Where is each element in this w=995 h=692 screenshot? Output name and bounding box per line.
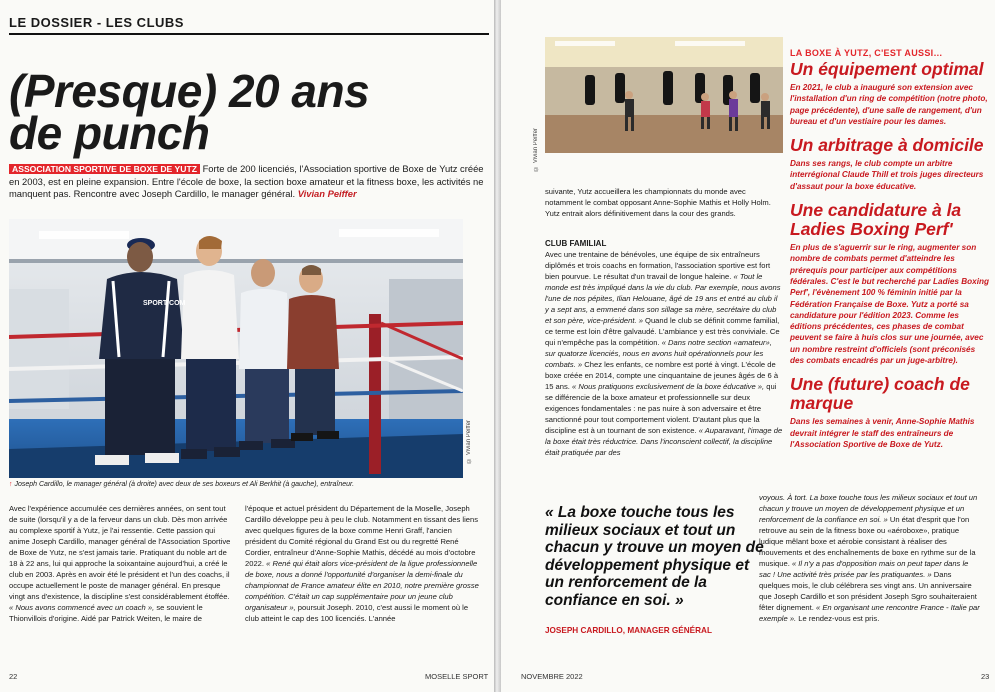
col1-text: Avec l'expérience accumulée ces dernières années, on sent tout de suite (lorsqu'il y a de la ferveur dans un club. Dès mon arrivée au complexe sportif à Yutz, je l'ai ressentie. Cette passion qui anime Joseph Cardillo, manager général de l'Association Sportive de Boxe de Yutz, ne s'est jamais tarie. Pratiquant du noble art de 18 à 22 ans, lui qui approche la soixantaine aujourd'hui, a créé le club en 2003. Après en avoir été le président et l'un des coachs, il occupe actuellement le poste de manager général. En presque vingt ans d'existence, la discipline s'est considérablement étoffée. [9,504,231,601]
boxing-ring-photo [9,219,463,478]
sidebar [790,48,990,450]
club-text-1: Avec une trentaine de bénévoles, une équipe de six entraîneurs diplômés et trois coachs en formation, l'association sportive est fort bien pourvue. Le résultat d'un travail de longue haleine. [545,250,771,281]
headline-line-2: de punch [9,107,210,159]
closing-quote-1: voyous. À tort. La boxe touche tous les milieux sociaux et tout un chacun y trouve un moyen de développement physique et un renforcement de la confiance en soi. » [759,493,978,524]
sidebar-title-4: Une (future) coach de marque [790,374,970,414]
closing-text-3: Le rendez-vous est pris. [796,614,880,623]
page-number-left: 22 [9,672,18,681]
right-page [501,0,995,692]
col1-end: se souvient le Thionvillois d'origine. Aidé par Patrick Weiten, le maire de [9,603,203,623]
col2-quote: « René qui était alors vice-président de la ligue professionnelle de boxe, nous a donné l'opportunité d'organiser la demi-finale du championnat de France amateur élite en 2010, notre première grosse compétition. C'était un cap supplémentaire pour un jeune club organisateur », [245,559,479,612]
pull-quote-attribution: JOSEPH CARDILLO, MANAGER GÉNÉRAL [545,626,712,635]
club-quote-1: « Tout le monde est très impliqué dans la vie du club. Par exemple, nous avons l'une de nos pépites, Ilian Helouane, âgé de 19 ans et entré au club il y a sept ans, a emmené dans son sillage sa mère, secrétaire du club et son père, vice-président. » [545,272,781,325]
sidebar-text-2: Dans ses rangs, le club compte un arbitre interrégional Claude Thill et trois juges directeurs d'assaut pour la boxe éducative. [790,159,984,191]
sidebar-title-3: Une candidature à la Ladies Boxing Perf' [790,200,962,240]
shirt-text: SPORT COM [143,300,186,307]
sidebar-text-1: En 2021, le club a inauguré son extension avec l'installation d'un ring de compétition (notre photo, page précédente), d'une salle de rangement, d'un bureau et d'un vestiaire pour les dames. [790,83,988,126]
subhead-club-familial: CLUB FAMILIAL [545,239,607,248]
photo-caption [9,481,489,488]
gym-photo [545,37,783,153]
section-rubric: LE DOSSIER - LES CLUBS [9,15,184,30]
closing-quote-2: « Il n'y a pas d'opposition mais on peut taper dans le sac ! Une activité très prisée par les pratiquantes. » [759,559,969,579]
lede-text: Forte de 200 licenciés, l'Association sportive de Boxe de Yutz créée en 2003, est en pleine expansion. Entre l'école de boxe, la section boxe amateur et la fitness boxe, les activités ne manquent pas. Rencontre avec Joseph Cardillo, le manager général. [9,163,484,199]
gym-photo-credit: © Vivian Peiffer [533,128,539,171]
right-column-club [545,249,783,458]
headline-line-1: (Presque) 20 ans [9,65,370,117]
article-column-1 [9,503,235,624]
closing-text-1: Un état d'esprit que l'on retrouve au sein de la fitness boxe ou «aéroboxe», pratique ludique mêlant boxe et aérobie consistant à réaliser des mouvements et des enchaînements de boxe en rythme sur de la musique. [759,515,976,568]
author-byline: Vivian Peiffer [297,188,357,199]
sidebar-text-4: Dans les semaines à venir, Anne-Sophie Mathis devrait intégrer le staff des entraîneurs de l'Association Sportive de Boxe de Yutz. [790,417,975,449]
caption-text: Joseph Cardillo, le manager général (à droite) avec deux de ses boxeurs et Ali Berkhit (à gauche), entraîneur. [14,481,355,488]
sidebar-text-3: En plus de s'aguerrir sur le ring, augmenter son nombre de combats permet d'atteindre les prérequis pour participer aux compétitions fédérales. C'est le but recherché par Ladies Boxing Perf', l'évènement 100 % féminin initié par la Fédération Française de Boxe. Yutz a porté sa candidature pour l'édition 2023. Comme les éditions précédentes, ces phases de combat peuvent se faire à huis clos sur une journée, avec un nombre restreint d'officiels (sont préconisés des combats encadrés par un juge-arbitre). [790,243,989,366]
club-text-2: Quand le club se définit comme familial, ce terme est loin d'être galvaudé. L'ambiance y est très conviviale. Ce qui n'empêche pas la compétition. [545,316,780,347]
closing-text-2: Dans quelques mois, le club célébrera ses vingt ans. Un anniversaire que Joseph Cardillo et son président Joseph Sgro souhaiteraient fêter dignement. [759,570,977,612]
club-tag: ASSOCIATION SPORTIVE DE BOXE DE YUTZ [9,164,200,174]
right-column-intro: suivante, Yutz accueillera les championnats du monde avec notamment le combat opposant Anne-Sophie Mathis et Holly Holm. Yutz entrait alors définitivement dans la cour des grands. [545,187,771,218]
sidebar-title-1: Un équipement optimal [790,59,984,79]
col1-quote: « Nous avons commencé avec un coach », [9,603,155,612]
sidebar-kicker: LA BOXE À YUTZ, C'EST AUSSI… [790,48,943,58]
col2-text: l'époque et actuel président du Département de la Moselle, Joseph Cardillo développe peu à peu le club. Notamment en tissant des liens avec quelques figures de la boxe comme Henri Graff, l'ancien président du Comité régional du Grand Est ou du regretté René Cordier, entraîneur d'Anne-Sophie Mathis, décédé au mois d'octobre 2022. [245,504,479,568]
pull-quote: « La boxe touche tous les milieux sociaux et tout un chacun y trouve un moyen de développement physique et un renforcement de la confiance en soi. » [545,504,764,609]
caption-arrow-icon: ↑ [9,481,13,488]
headline [9,65,479,159]
issue-date: NOVEMBRE 2022 [521,672,583,681]
club-text-3: Chez les enfants, ce nombre est porté à vingt. L'école de boxe créée en 2014, compte une cinquantaine de jeunes âgés de 6 à 15 ans. [545,360,779,391]
photo-credit: © Vivian Peiffer [466,420,472,463]
spine [494,0,501,692]
club-quote-4: « Auparavant, l'image de la boxe était très réductrice. Dans l'inconscient collectif, la discipline était pratiquée par des [545,426,783,457]
article-column-2 [245,503,481,624]
club-quote-3: « Nous pratiquons exclusivement de la boxe éducative », [572,382,765,391]
ring-photo-illustration [9,219,463,478]
left-page [0,0,494,692]
gym-photo-illustration [545,37,783,153]
col2-end: poursuit Joseph. 2010, c'est aussi le moment où le club atteint le cap des 100 licenciés. L'année [245,603,469,623]
club-text-4: qui se différencie de la boxe amateur et professionnelle sur deux exigences fondamentales : ne pas nuire à son adversaire et être sanctionné pour tout comportement violent. D'autant plus que la discipline est à un tournant de son existence. [545,382,777,435]
right-column-closing [759,492,981,624]
lede [9,163,489,201]
rubric-rule [9,33,489,35]
magazine-name: MOSELLE SPORT [425,672,489,681]
closing-quote-3: « En organisant une rencontre France - Italie par exemple ». [759,603,980,623]
sidebar-title-2: Un arbitrage à domicile [790,135,984,156]
page-number-right: 23 [981,672,990,681]
club-quote-2: « Dans notre section «amateur», sur quatorze licenciés, nous en avons huit opérationnels pour les combats. » [545,338,772,369]
